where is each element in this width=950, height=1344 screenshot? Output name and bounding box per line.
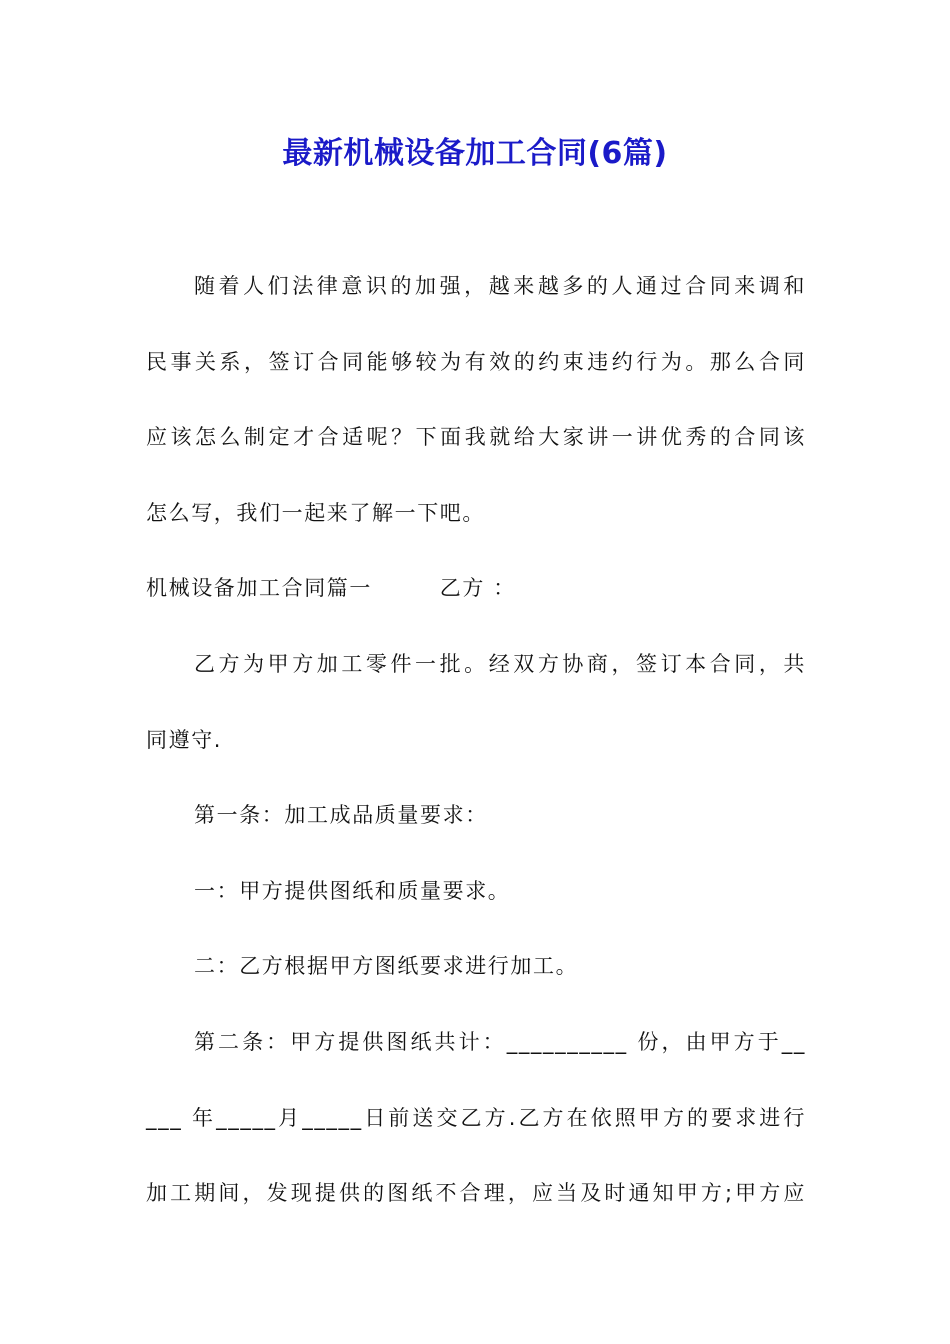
clause-item: 二：乙方根据甲方图纸要求进行加工。 xyxy=(194,954,579,979)
section-heading: 机械设备加工合同篇一 乙方 ： xyxy=(146,576,516,601)
paragraph-line: 同遵守. xyxy=(146,727,223,752)
paragraph-line: 民事关系，签订合同能够较为有效的约束违约行为。那么合同 xyxy=(146,349,806,374)
clause-heading: 第二条：甲方提供图纸共计：__________ 份，由甲方于__ xyxy=(194,1029,806,1054)
document-title: 最新机械设备加工合同(6篇) xyxy=(282,136,668,171)
paragraph-line: 加工期间，发现提供的图纸不合理，应当及时通知甲方;甲方应 xyxy=(146,1181,806,1206)
paragraph-line: 怎么写，我们一起来了解一下吧。 xyxy=(146,500,485,525)
paragraph-line: 应该怎么制定才合适呢？下面我就给大家讲一讲优秀的合同该 xyxy=(146,425,806,450)
clause-heading: 第一条：加工成品质量要求： xyxy=(194,803,488,828)
paragraph-line: 随着人们法律意识的加强，越来越多的人通过合同来调和 xyxy=(194,274,806,298)
clause-item: 一：甲方提供图纸和质量要求。 xyxy=(194,878,511,903)
paragraph-line: ___ 年_____月_____日前送交乙方.乙方在依照甲方的要求进行 xyxy=(146,1105,806,1130)
paragraph-line: 乙方为甲方加工零件一批。经双方协商，签订本合同，共 xyxy=(194,651,806,676)
document-body xyxy=(146,258,806,1241)
